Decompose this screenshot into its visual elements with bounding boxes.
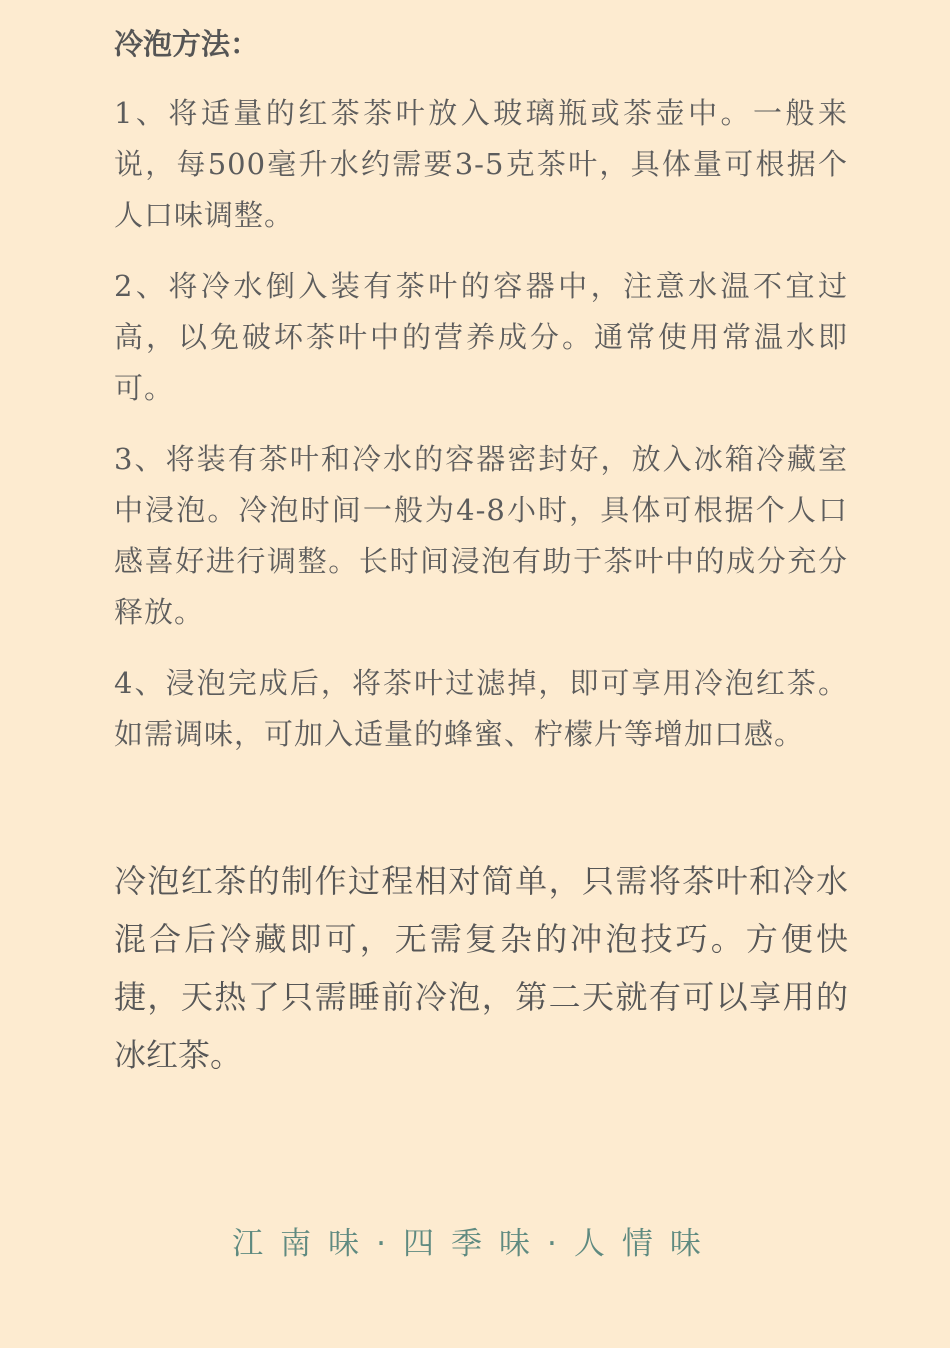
step-4: 4、浸泡完成后，将茶叶过滤掉，即可享用冷泡红茶。如需调味，可加入适量的蜂蜜、柠檬片等增加口感。 [114,666,848,751]
step-1: 1、将适量的红茶茶叶放入玻璃瓶或茶壶中。一般来说，每500毫升水约需要3-5克茶叶，具体量可根据个人口味调整。 [114,96,848,232]
method-heading: 冷泡方法： [114,27,260,61]
footer-slogan: 江南味·四季味·人情味 [232,1226,718,1262]
step-2: 2、将冷水倒入装有茶叶的容器中，注意水温不宜过高，以免破坏茶叶中的营养成分。通常使用常温水即可。 [114,269,848,405]
step-3: 3、将装有茶叶和冷水的容器密封好，放入冰箱冷藏室中浸泡。冷泡时间一般为4-8小时，具体可根据个人口感喜好进行调整。长时间浸泡有助于茶叶中的成分充分释放。 [114,442,848,629]
summary-paragraph: 冷泡红茶的制作过程相对简单，只需将茶叶和冷水混合后冷藏即可，无需复杂的冲泡技巧。方便快捷，天热了只需睡前冷泡，第二天就有可以享用的冰红茶。 [114,862,848,1074]
article-body [114,22,848,780]
